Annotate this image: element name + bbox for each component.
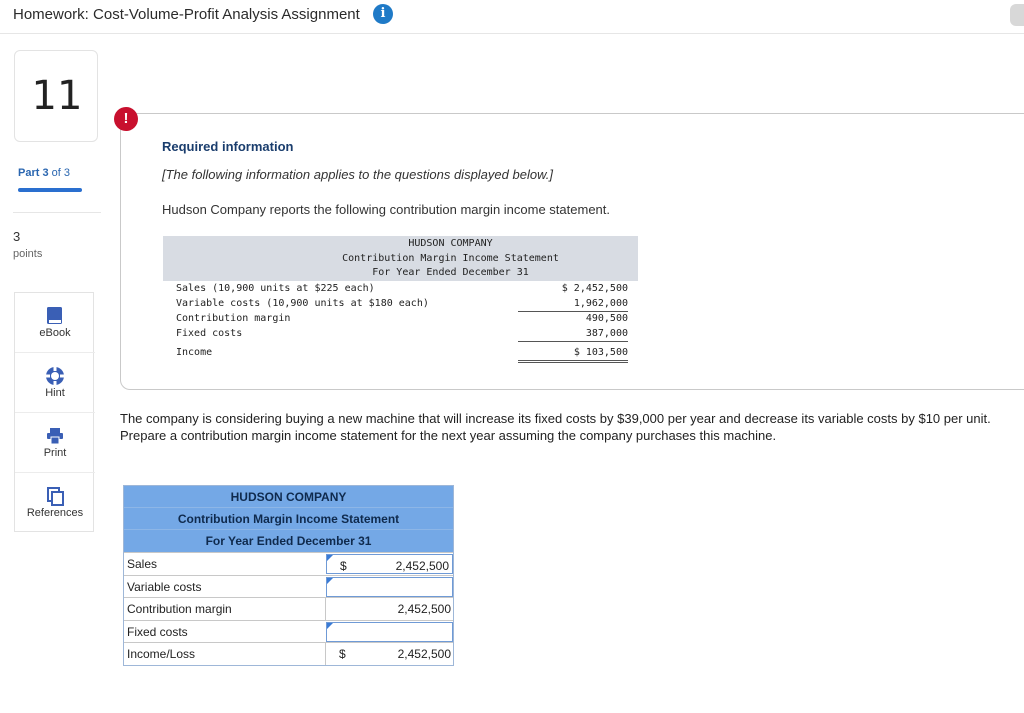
input-marker <box>327 555 333 561</box>
alert-icon: ! <box>114 107 138 131</box>
required-info-note: [The following information applies to the questions displayed below.] <box>162 167 553 182</box>
points-label: points <box>13 248 43 260</box>
statement-label: Fixed costs <box>176 327 243 339</box>
row-label: Sales <box>127 557 158 571</box>
required-info-intro: Hudson Company reports the following contribution margin income statement. <box>162 202 611 217</box>
menu-button[interactable] <box>1010 4 1024 26</box>
row-label: Income/Loss <box>127 647 196 661</box>
tools-panel <box>14 292 94 532</box>
print-button[interactable] <box>15 413 95 473</box>
statement-period: For Year Ended December 31 <box>372 267 529 278</box>
statement-heading <box>163 236 638 281</box>
statement-value: $ 103,500 <box>518 345 628 363</box>
statement-row <box>163 296 638 311</box>
input-marker <box>327 623 333 629</box>
info-icon[interactable]: i <box>373 4 393 24</box>
answer-period: For Year Ended December 31 <box>205 534 372 548</box>
row-label: Contribution margin <box>127 602 232 616</box>
statement-row <box>163 326 638 341</box>
answer-table-header <box>124 486 453 552</box>
statement-value: 387,000 <box>518 326 628 342</box>
divider <box>13 212 101 213</box>
table-row <box>124 552 453 575</box>
sales-input[interactable] <box>326 554 453 574</box>
cell-value: 2,452,500 <box>397 647 451 661</box>
fixed-costs-input[interactable] <box>326 622 453 642</box>
table-row <box>124 575 453 598</box>
question-number: 11 <box>31 73 83 119</box>
hint-label: Hint <box>45 387 65 399</box>
part-word: Part <box>18 167 40 179</box>
required-info-title: Required information <box>162 139 294 154</box>
print-label: Print <box>43 447 67 459</box>
part-total: of 3 <box>51 167 71 179</box>
table-row <box>124 597 453 620</box>
question-text: The company is considering buying a new machine that will increase its fixed costs by $39,000 per year and decrease its variable costs by $10 per unit. Prepare a contribution margin income statement for the next year assuming the company purchases this machine. <box>120 411 991 443</box>
statement-value: 490,500 <box>585 312 628 324</box>
references-icon <box>45 486 65 506</box>
statement-row <box>163 311 638 326</box>
part-current: 3 <box>42 167 49 179</box>
answer-table <box>123 485 454 666</box>
points-value: 3 <box>13 229 21 244</box>
statement-label: Contribution margin <box>176 312 291 324</box>
cell-value: 2,452,500 <box>395 559 449 573</box>
variable-costs-input[interactable] <box>326 577 453 597</box>
ebook-button[interactable] <box>15 293 95 353</box>
top-bar <box>0 0 1024 34</box>
answer-company: HUDSON COMPANY <box>124 486 453 508</box>
cell-value: 2,452,500 <box>397 602 451 616</box>
contribution-margin-cell <box>325 598 454 620</box>
answer-title: Contribution Margin Income Statement <box>124 508 453 530</box>
income-loss-cell <box>325 643 454 665</box>
statement-title: Contribution Margin Income Statement <box>342 252 559 264</box>
ebook-label: eBook <box>39 327 71 339</box>
table-row <box>124 620 453 643</box>
hint-icon <box>45 366 65 386</box>
statement-label: Sales (10,900 units at $225 each) <box>176 282 375 294</box>
statement-row <box>163 281 638 296</box>
assignment-title: Homework: Cost-Volume-Profit Analysis Assignment <box>13 6 360 23</box>
part-indicator <box>18 167 70 179</box>
ebook-icon <box>45 306 65 326</box>
dollar-sign: $ <box>339 647 346 661</box>
statement-label: Income <box>176 346 213 358</box>
statement-company: HUDSON COMPANY <box>408 238 493 249</box>
row-label: Fixed costs <box>127 624 188 639</box>
print-icon <box>45 426 65 446</box>
question-number-box[interactable] <box>14 50 98 142</box>
row-label: Variable costs <box>127 579 202 594</box>
part-progress-bar <box>18 188 82 192</box>
table-row <box>124 642 453 665</box>
references-label: References <box>26 507 84 519</box>
statement-label: Variable costs (10,900 units at $180 each) <box>176 297 429 309</box>
references-button[interactable] <box>15 473 95 533</box>
statement-value: 1,962,000 <box>518 296 628 312</box>
dollar-sign: $ <box>340 559 347 573</box>
statement-value: $ 2,452,500 <box>561 282 628 294</box>
input-marker <box>327 578 333 584</box>
given-income-statement <box>163 236 638 360</box>
statement-row <box>163 345 638 360</box>
hint-button[interactable] <box>15 353 95 413</box>
